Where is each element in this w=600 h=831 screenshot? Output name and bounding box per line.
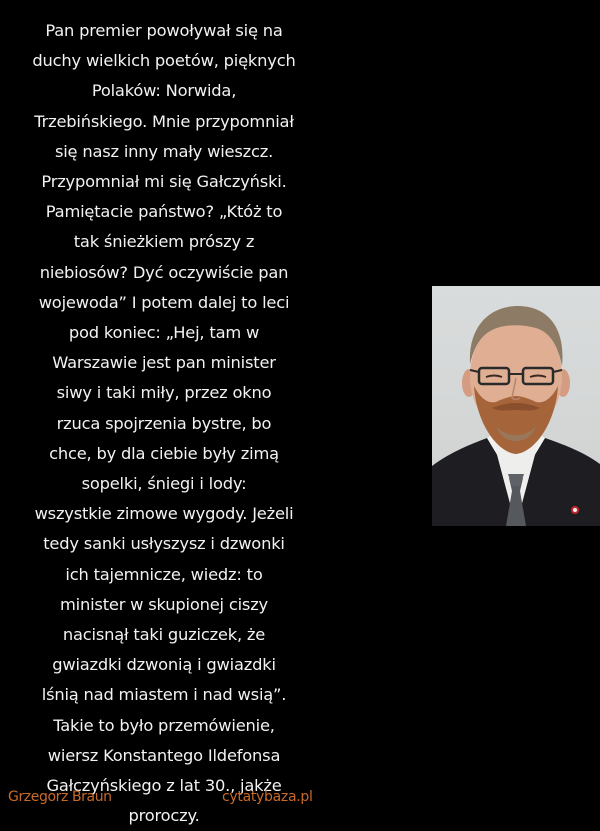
quote-line: nacisnął taki guziczek, że — [62, 625, 266, 645]
quote-line: siwy i taki miły, przez okno — [56, 383, 272, 403]
site-name[interactable]: cytatybaza.pl — [222, 789, 313, 805]
quote-line: Pamiętacie państwo? „Któż to — [45, 202, 283, 222]
quote-line: wojewoda” I potem dalej to leci — [38, 292, 290, 312]
quote-line: tedy sanki usłyszysz i dzwonki — [43, 534, 285, 554]
quote-line: Warszawie jest pan minister — [52, 353, 276, 373]
quote-line: wiersz Konstantego Ildefonsa — [47, 745, 281, 765]
quote-line: minister w skupionej ciszy — [60, 594, 268, 614]
quote-line: chce, by dla ciebie były zimą — [49, 443, 279, 463]
quote-line: Trzebińskiego. Mnie przypomniał — [34, 111, 294, 131]
quote-line: rzuca spojrzenia bystre, bo — [56, 413, 272, 433]
quote-line: się nasz inny mały wieszcz. — [54, 141, 274, 161]
quote-line: duchy wielkich poetów, pięknych — [32, 51, 296, 71]
quote-line: wszystkie zimowe wygody. Jeżeli — [34, 504, 294, 524]
quote-line: niebiosów? Dyć oczywiście pan — [39, 262, 289, 282]
quote-line: Polaków: Norwida, — [91, 81, 237, 101]
quote-line: sopelki, śniegi i lody: — [81, 474, 247, 494]
author-portrait — [432, 286, 600, 526]
quote-line: tak śnieżkiem prószy z — [73, 232, 255, 252]
quote-line: Pan premier powoływał się na — [45, 21, 283, 40]
quote-line: Gałczyńskiego z lat 30., jakże — [46, 776, 282, 796]
quote-line: ich tajemnicze, wiedz: to — [65, 564, 263, 584]
quote-line: gwiazdki dzwonią i gwiazdki — [52, 655, 276, 675]
quote-line: pod koniec: „Hej, tam w — [68, 323, 260, 343]
quote-text — [8, 16, 320, 831]
portrait-illustration — [432, 286, 600, 526]
quote-line: proroczy. — [128, 806, 200, 826]
quote-line: Takie to było przemówienie, — [53, 715, 275, 735]
quote-author[interactable]: Grzegorz Braun — [8, 789, 112, 805]
quote-line: Przypomniał mi się Gałczyński. — [41, 172, 287, 192]
quote-line: lśnią nad miastem i nad wsią”. — [41, 685, 287, 705]
